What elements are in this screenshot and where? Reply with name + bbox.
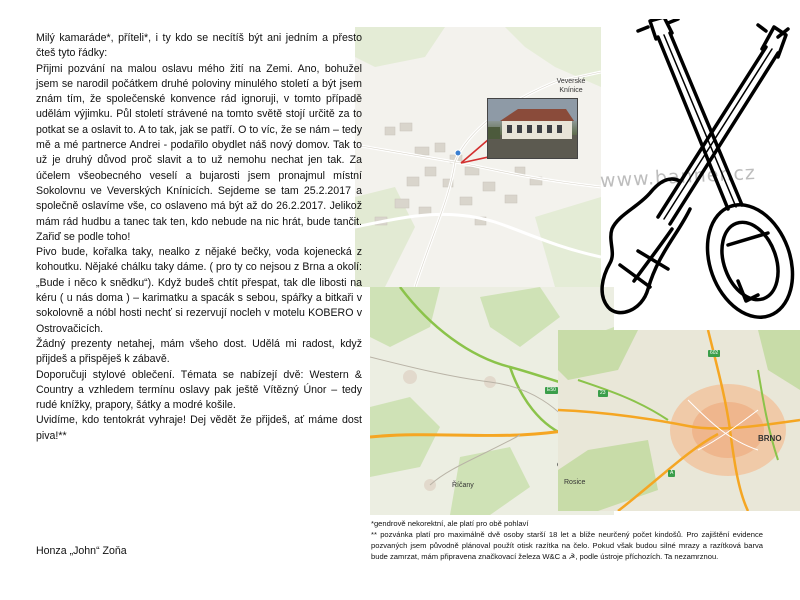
watermark: www.banner.cz (599, 161, 757, 193)
sokolovna-photo (487, 98, 578, 159)
label-rosice: Rosice (564, 479, 586, 486)
label-brno: BRNO (758, 434, 782, 443)
road-badge-e50: E50 (547, 387, 556, 393)
road-badge-23: 23 (600, 390, 606, 396)
letter-paragraph-drinks: Pivo bude, kořalka taky, nealko z nějaké bečky, voda kojenecká z kohoutku. Nějaké chálku taky dáme. ( pro ty co nejsou z Brna a okolí: „Bude i něco k snědku“). Když budeš chtít přespat, tak dle libosti na kéru ( u nás doma ) – karimatku a spacák s sebou, spářky a bitkaři v sokolovně a nóbl hosti nechť si rezervují nocleh v motelu KOBERO v Ostrovačicích. (36, 246, 362, 335)
crossed-guitars-icon (598, 19, 798, 325)
footnote-invitation: ** pozvánka platí pro maximálně dvě osoby starší 18 let a bliže neurčený počet kindošů. Pro zajištění evidence pozvaných jsem původně plánoval použít otisk razítka na čelo. Pokud však budou silné mrazy a razítková barva bude zamrzat, mám připravena značkovací železa W&C a ☭, podle ústroje příchozích. Ta nezamrznou. (371, 530, 763, 561)
map-right-graphic (558, 330, 800, 511)
road-badge-a: A (670, 470, 674, 476)
map-brno (558, 330, 800, 511)
letter-paragraph-gifts: Žádný prezenty netahej, mám všeho dost. Udělá mi radost, když přijdeš a přispěješ k zábavě. (36, 337, 362, 366)
label-veverske-knínice: Veverské Knínice (556, 78, 586, 94)
letter-paragraph-closing: Uvidíme, kdo tentokrát vyhraje! Dej vědět že přijdeš, ať máme dost piva!** (36, 414, 362, 442)
footnote-gender: *gendrově nekorektní, ale platí pro obě pohlaví (371, 519, 529, 528)
letter-signature: Honza „John“ Zoňa (36, 545, 127, 557)
letter-paragraph-invitation: Přijmi pozvání na malou oslavu mého žití na Zemi. Ano, bohužel jsem se narodil počátkem druhé poloviny minulého století a být jsem znám tím, že společenské konvence rád ignoruji, v tomto případě udělám výjimku. Půl století strávené na tomto světě stojí určitě za to potkat se a oslavit to. A to tak, jak se patří. O to víc, že se nám – tedy mě a mé partnerce Andrei - podařilo obydlet náš nový domov. Tak to už je druhý důvod proč slavit a to už nemohu nechat jen tak. Za účelem všeobecného veselí a bujarosti jsem pronajmul místní Sokolovnu ve Veverských Knínicích. Sejdeme se tam 25.2.2017 a společně oslavíme vše, co oslaveno má být až do 26.2.2017. Jelikož mám rád hudbu a tanec tak ten, kdo nebude na nic hrát, bude tančit. Zařiď se podle toho! (36, 62, 362, 243)
label-ricany: Říčany (452, 482, 474, 489)
letter-paragraph-dresscode: Doporučuji stylové oblečení. Témata se nabízejí dvě: Western & Country a vzhledem termínu oslavy pak ještě Vítězný Únor – tedy rudé knížky, prapory, šátky a modré košile. (36, 368, 362, 412)
invitation-letter (36, 31, 362, 444)
building-image (488, 99, 577, 158)
road-badge-602: 602 (710, 350, 719, 356)
letter-greeting: Milý kamaráde*, příteli*, i ty kdo se necítíš být ani jedním a přesto čteš tyto řádky: (36, 32, 362, 60)
footnotes (371, 518, 763, 562)
